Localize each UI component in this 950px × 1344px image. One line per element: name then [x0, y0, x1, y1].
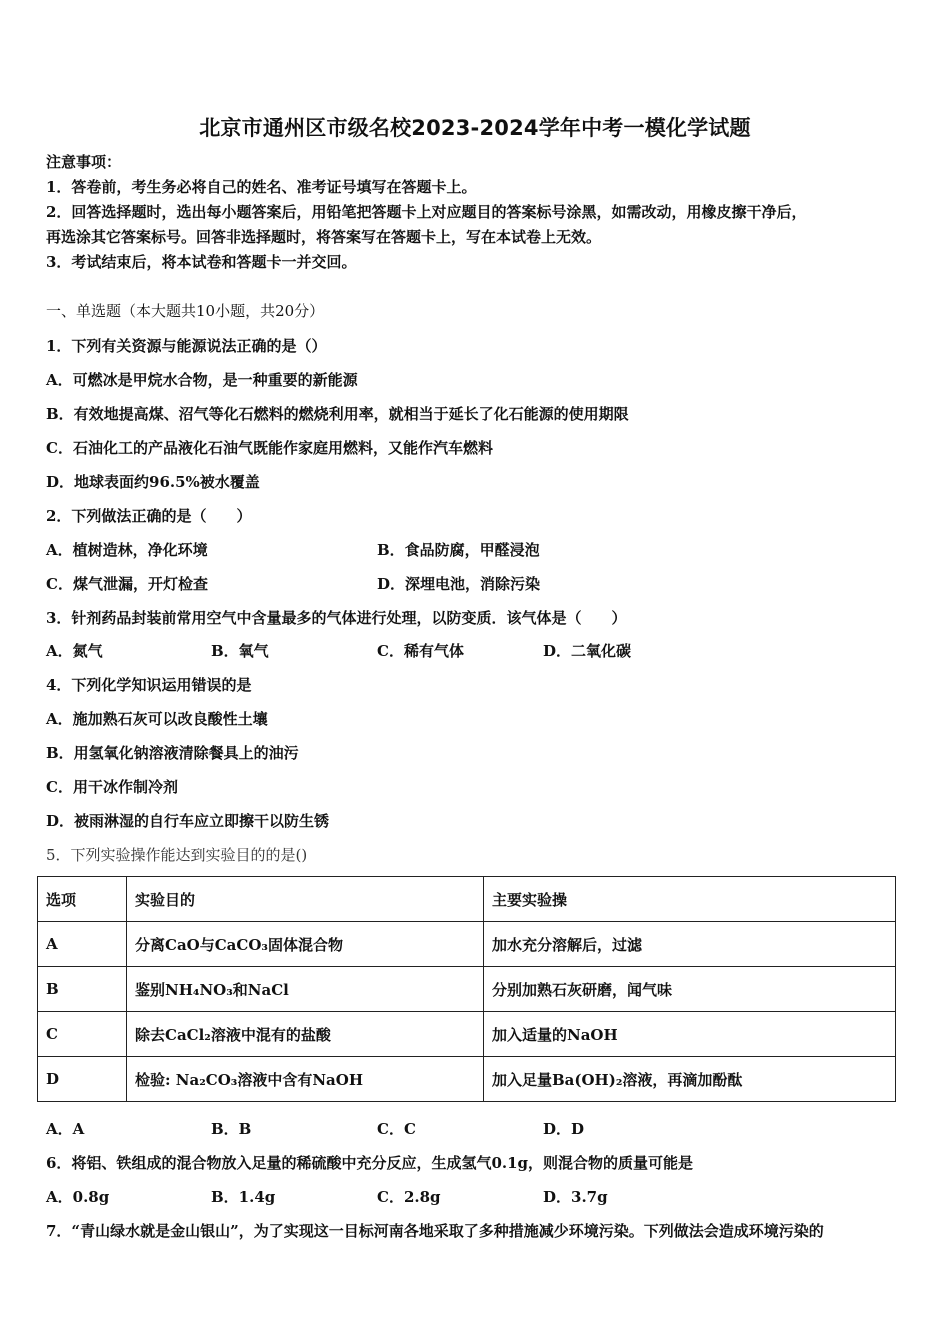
table-cell: 加水充分溶解后，过滤: [484, 922, 896, 967]
page-title: 北京市通州区市级名校2023-2024学年中考一模化学试题: [199, 116, 751, 140]
table-cell: 分别加熟石灰研磨，闻气味: [484, 967, 896, 1012]
q1-option-a: A．可燃冰是甲烷水合物，是一种重要的新能源: [46, 371, 358, 389]
q4-option-b: B．用氢氧化钠溶液清除餐具上的油污: [46, 744, 299, 762]
table-header-row: [38, 877, 896, 922]
table-cell: C: [38, 1012, 127, 1057]
q6-option-b: B．1.4g: [211, 1188, 276, 1206]
q5-option-c: C．C: [377, 1120, 416, 1138]
q1-option-c: C．石油化工的产品液化石油气既能作家庭用燃料，又能作汽车燃料: [46, 439, 493, 457]
q7-stem: 7．“青山绿水就是金山银山”，为了实现这一目标河南各地采取了多种措施减少环境污染。下列做法会造成环境污染的: [46, 1222, 824, 1240]
q3-option-b: B．氧气: [211, 642, 269, 660]
q1-option-b: B．有效地提高煤、沼气等化石燃料的燃烧利用率，就相当于延长了化石能源的使用期限: [46, 405, 629, 423]
section-heading: 一、单选题（本大题共10小题，共20分）: [46, 302, 325, 320]
q4-option-c: C．用干冰作制冷剂: [46, 778, 178, 796]
q5-option-d: D．D: [543, 1120, 585, 1138]
table-row: [38, 1057, 896, 1102]
table-cell: 加入足量Ba(OH)₂溶液，再滴加酚酞: [484, 1057, 896, 1102]
q3-option-c: C．稀有气体: [377, 642, 464, 660]
q3-option-a: A．氮气: [46, 642, 103, 660]
table-row: [38, 1012, 896, 1057]
table-header-cell: 主要实验操: [484, 877, 896, 922]
q6-stem: 6．将铝、铁组成的混合物放入足量的稀硫酸中充分反应，生成氢气0.1g，则混合物的质量可能是: [46, 1154, 694, 1172]
table-cell: B: [38, 967, 127, 1012]
table-row: [38, 967, 896, 1012]
table-cell: D: [38, 1057, 127, 1102]
notice-line: 1．答卷前，考生务必将自己的姓名、准考证号填写在答题卡上。: [46, 178, 477, 196]
notice-line: 2．回答选择题时，选出每小题答案后，用铅笔把答题卡上对应题目的答案标号涂黑，如需改动，用橡皮擦干净后，: [46, 203, 807, 221]
q2-option-c: C．煤气泄漏，开灯检查: [46, 575, 208, 593]
q6-option-c: C．2.8g: [377, 1188, 441, 1206]
q2-stem: 2．下列做法正确的是（ ）: [46, 507, 252, 525]
table-cell: 检验: Na₂CO₃溶液中含有NaOH: [127, 1057, 484, 1102]
q5-stem: 5．下列实验操作能达到实验目的的是(): [46, 846, 308, 864]
q3-stem: 3．针剂药品封装前常用空气中含量最多的气体进行处理，以防变质．该气体是（ ）: [46, 609, 627, 627]
q6-option-a: A．0.8g: [46, 1188, 110, 1206]
q4-stem: 4．下列化学知识运用错误的是: [46, 676, 252, 694]
q4-option-a: A．施加熟石灰可以改良酸性土壤: [46, 710, 268, 728]
table-cell: 分离CaO与CaCO₃固体混合物: [127, 922, 484, 967]
q1-option-d: D．地球表面约96.5%被水覆盖: [46, 473, 260, 491]
table-cell: 除去CaCl₂溶液中混有的盐酸: [127, 1012, 484, 1057]
table-row: [38, 922, 896, 967]
q2-option-b: B．食品防腐，甲醛浸泡: [377, 541, 540, 559]
q4-option-d: D．被雨淋湿的自行车应立即擦干以防生锈: [46, 812, 330, 830]
table-cell: 鉴别NH₄NO₃和NaCl: [127, 967, 484, 1012]
q1-stem: 1．下列有关资源与能源说法正确的是（）: [46, 337, 327, 355]
notice-line: 3．考试结束后，将本试卷和答题卡一并交回。: [46, 253, 357, 271]
table-cell: 加入适量的NaOH: [484, 1012, 896, 1057]
q3-option-d: D．二氧化碳: [543, 642, 632, 660]
table-cell: A: [38, 922, 127, 967]
q2-option-d: D．深埋电池，消除污染: [377, 575, 541, 593]
q2-option-a: A．植树造林，净化环境: [46, 541, 208, 559]
q5-table: [37, 876, 896, 1102]
notice-heading: 注意事项：: [46, 153, 122, 171]
q5-option-a: A．A: [46, 1120, 85, 1138]
q6-option-d: D．3.7g: [543, 1188, 608, 1206]
q5-option-b: B．B: [211, 1120, 252, 1138]
notice-line: 再选涂其它答案标号。回答非选择题时，将答案写在答题卡上，写在本试卷上无效。: [46, 228, 602, 246]
table-header-cell: 选项: [38, 877, 127, 922]
table-header-cell: 实验目的: [127, 877, 484, 922]
